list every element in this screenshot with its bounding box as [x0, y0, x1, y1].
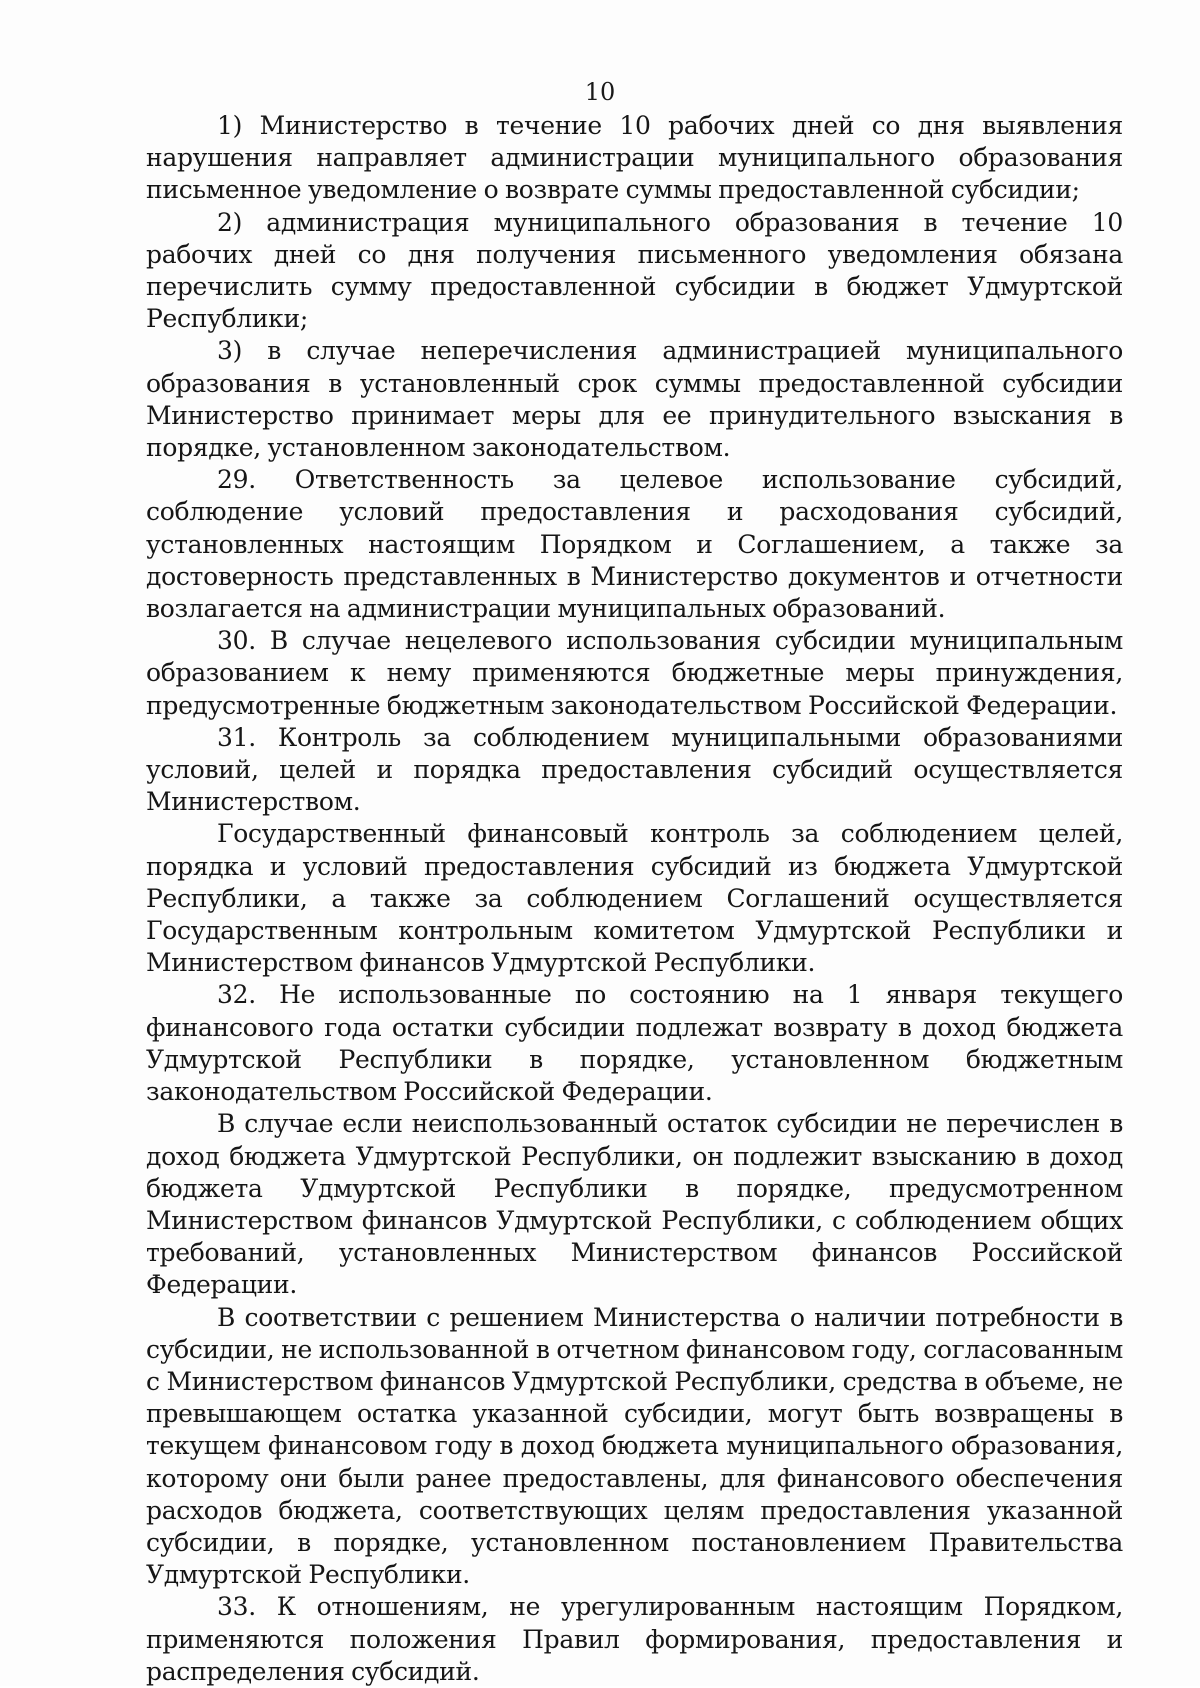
paragraph-33: 33. К отношениям, не урегулированным настоящим Порядком, применяются положения Правил формирования, предоставления и распределения субсидий. — [146, 1592, 1123, 1686]
paragraph-item-1: 1) Министерство в течение 10 рабочих дней со дня выявления нарушения направляет администрации муниципального образования письменное уведомление о возврате суммы предоставленной субсидии; — [146, 111, 1123, 205]
paragraph-unused-balance: В случае если неиспользованный остаток субсидии не перечислен в доход бюджета Удмуртской Республики, он подлежит взысканию в доход бюджета Удмуртской Республики в порядке, предусмотренном Министерством финансов Удмуртской Республики, с соблюдением общих требований, установленных Министерством финансов Российской Федерации. — [146, 1109, 1123, 1300]
paragraph-30: 30. В случае нецелевого использования субсидии муниципальным образованием к нему применяются бюджетные меры принуждения, предусмотренные бюджетным законодательством Российской Федерации. — [146, 626, 1123, 720]
page-number: 10 — [584, 78, 616, 106]
paragraph-item-3: 3) в случае неперечисления администрацией муниципального образования в установленный срок суммы предоставленной субсидии Министерство принимает меры для ее принудительного взыскания в порядке, установленном законодательством. — [146, 336, 1123, 463]
paragraph-state-financial-control: Государственный финансовый контроль за соблюдением целей, порядка и условий предоставления субсидий из бюджета Удмуртской Республики, а также за соблюдением Соглашений осуществляется Государственным контрольным комитетом Удмуртской Республики и Министерством финансов Удмуртской Республики. — [146, 819, 1123, 978]
paragraph-32: 32. Не использованные по состоянию на 1 января текущего финансового года остатки субсидии подлежат возврату в доход бюджета Удмуртской Республики в порядке, установленном бюджетным законодательством Российской Федерации. — [146, 980, 1123, 1107]
paragraph-29: 29. Ответственность за целевое использование субсидий, соблюдение условий предоставления и расходования субсидий, установленных настоящим Порядком и Соглашением, а также за достоверность представленных в Министерство документов и отчетности возлагается на администрации муниципальных образований. — [146, 465, 1123, 624]
paragraph-31: 31. Контроль за соблюдением муниципальными образованиями условий, целей и порядка предоставления субсидий осуществляется Министерством. — [146, 722, 1123, 817]
paragraph-item-2: 2) администрация муниципального образования в течение 10 рабочих дней со дня получения письменного уведомления обязана перечислить сумму предоставленной субсидии в бюджет Удмуртской Республики; — [146, 207, 1123, 334]
document-body — [146, 110, 1123, 1688]
paragraph-ministry-decision: В соответствии с решением Министерства о наличии потребности в субсидии, не использованной в отчетном финансовом году, согласованным с Министерством финансов Удмуртской Республики, средства в объеме, не превышающем остатка указанной субсидии, могут быть возвращены в текущем финансовом году в доход бюджета муниципального образования, которому они были ранее предоставлены, для финансового обеспечения расходов бюджета, соответствующих целям предоставления указанной субсидии, в порядке, установленном постановлением Правительства Удмуртской Республики. — [146, 1302, 1123, 1590]
